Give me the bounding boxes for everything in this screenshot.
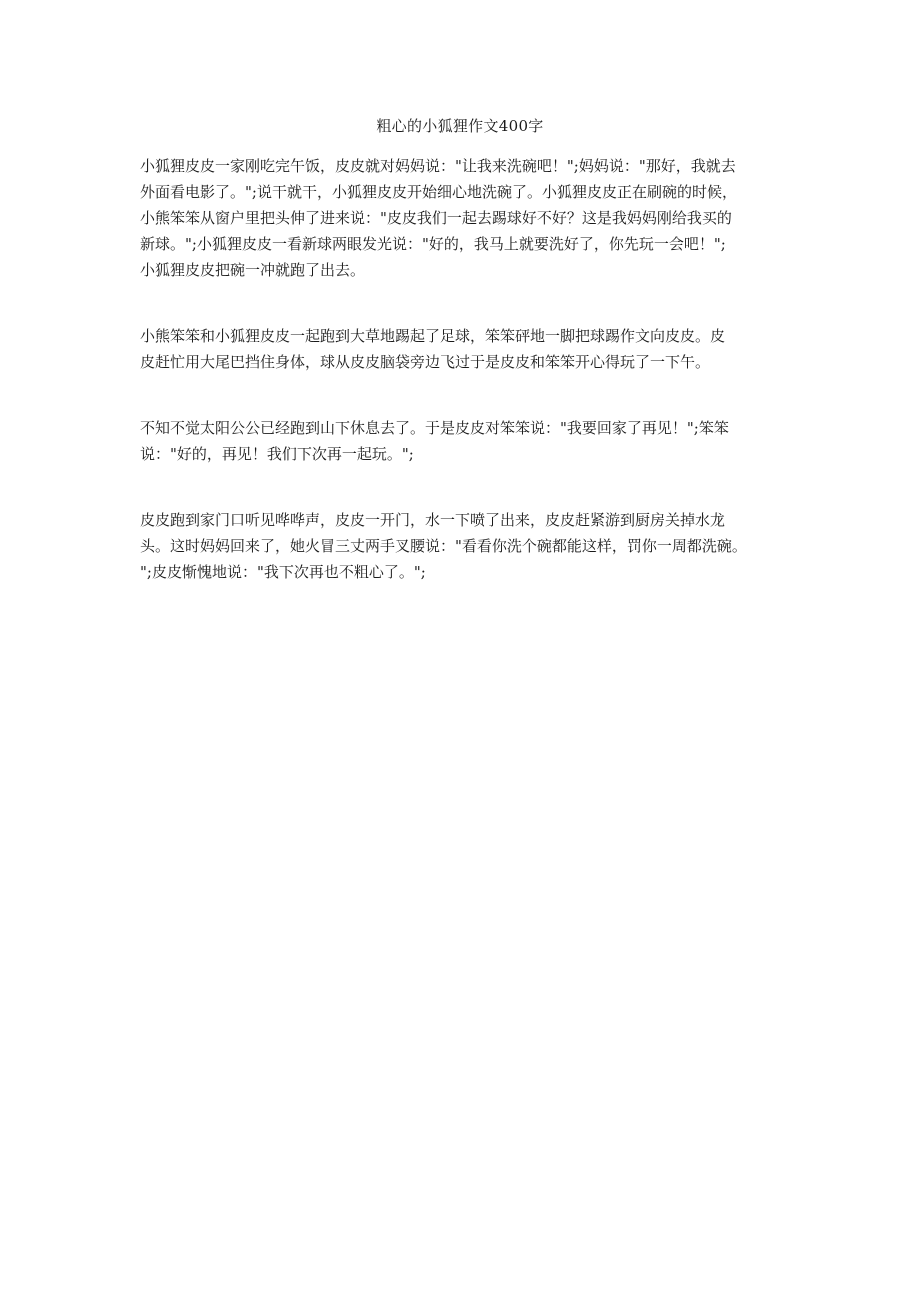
text-line: ";皮皮惭愧地说："我下次再也不粗心了。"; — [140, 563, 426, 581]
paragraph-1 — [140, 153, 790, 283]
text-line: 小熊笨笨和小狐狸皮皮一起跑到大草地踢起了足球，笨笨砰地一脚把球踢作文向皮皮。皮 — [140, 327, 726, 345]
document-body — [140, 153, 790, 625]
paragraph-3 — [140, 415, 790, 467]
text-line: 小狐狸皮皮一家刚吃完午饭，皮皮就对妈妈说："让我来洗碗吧！";妈妈说："那好，我就去 — [140, 157, 736, 175]
text-line: 新球。";小狐狸皮皮一看新球两眼发光说："好的，我马上就要洗好了，你先玩一会吧！"; — [140, 235, 726, 253]
text-line: 小熊笨笨从窗户里把头伸了进来说："皮皮我们一起去踢球好不好？这是我妈妈刚给我买的 — [140, 209, 732, 227]
text-line: 小狐狸皮皮把碗一冲就跑了出去。 — [140, 261, 366, 279]
document-title: 粗心的小狐狸作文400字 — [376, 117, 544, 135]
paragraph-2 — [140, 323, 790, 375]
text-line: 头。这时妈妈回来了，她火冒三丈两手叉腰说："看看你洗个碗都能这样，罚你一周都洗碗。 — [140, 537, 747, 555]
paragraph-4 — [140, 507, 790, 585]
text-line: 皮皮跑到家门口听见哗哗声，皮皮一开门，水一下喷了出来，皮皮赶紧游到厨房关掉水龙 — [140, 511, 726, 529]
text-line: 外面看电影了。";说干就干，小狐狸皮皮开始细心地洗碗了。小狐狸皮皮正在刷碗的时候， — [140, 183, 737, 201]
text-line: 皮赶忙用大尾巴挡住身体，球从皮皮脑袋旁边飞过于是皮皮和笨笨开心得玩了一下午。 — [140, 353, 711, 371]
text-line: 不知不觉太阳公公已经跑到山下休息去了。于是皮皮对笨笨说："我要回家了再见！";笨笨 — [140, 419, 729, 437]
text-line: 说："好的，再见！我们下次再一起玩。"; — [140, 445, 414, 463]
